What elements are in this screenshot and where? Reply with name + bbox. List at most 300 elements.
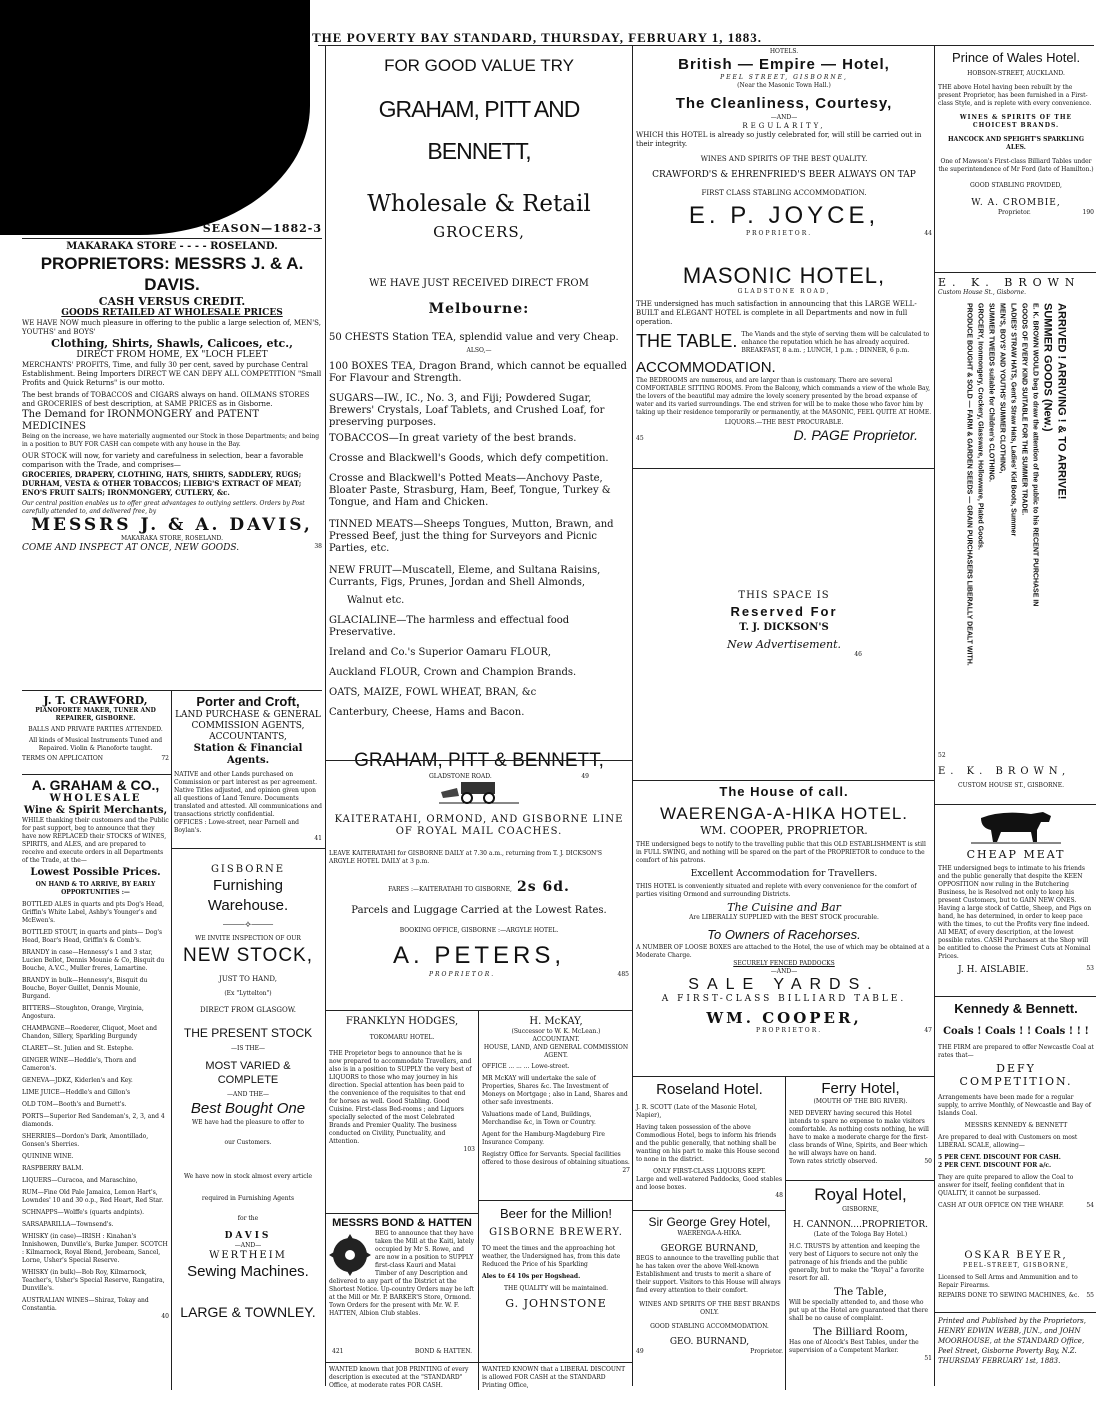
most-varied: MOST VARIED & COMPLETE [205, 1060, 291, 1086]
hotels-header: HOTELS. [769, 48, 799, 55]
ad-number: 47 [924, 1027, 932, 1034]
coach-illustration [439, 778, 519, 804]
grey-sig: GEO. BURNAND, [669, 1337, 750, 1347]
column-rule [325, 46, 326, 1386]
list-item: LIME JUICE—Heddle's and Gillon's [22, 1089, 131, 1096]
ad-number: 485 [617, 971, 629, 978]
direct: DIRECT FROM HOME, EX "LOCH FLEET [76, 350, 268, 360]
coach-title: KAITERATAHI, ORMOND, AND GISBORNE LINE OF ROYAL MAIL COACHES. [334, 814, 624, 837]
wanted-2: WANTED KNOWN that a LIBERAL DISCOUNT is allowed FOR CASH at the STANDARD Printing Office, [482, 1366, 626, 1389]
bond-hatten-ad [329, 1216, 475, 1346]
excellent: Excellent Accommodation for Travellers. [690, 869, 878, 879]
roseland-ad [636, 1080, 783, 1208]
item: OATS, MAIZE, FOWL WHEAT, BRAN, &c [329, 687, 537, 698]
wanted-1: WANTED known that JOB PRINTING of every description is executed at the "STANDARD" Office, at moderate rates FOR CASH. [329, 1366, 469, 1389]
davis: DAVIS [224, 1231, 272, 1241]
royal-body: H.C. TRUSTS by attention and keeping the very best of Liquors to secure not only the patronage of his friends and the public generally, but to make the "Royal" a favorite resort for all. [789, 1243, 925, 1282]
royal-ad [789, 1184, 932, 1390]
wertheim: WERTHEIM [209, 1250, 287, 1261]
roseland-body: Having taken possession of the above Commodious Hotel, begs to inform his friends and the public generally, that nothing shall be wanting on his part to make this House second to none in the district. [636, 1124, 780, 1163]
reserved-l4: New Advertisement. [726, 638, 842, 651]
successor: (Successor to W. K. McLean.) [511, 1028, 601, 1035]
is-the: —IS THE— [230, 1045, 265, 1052]
ferry-name: Ferry Hotel, [821, 1080, 900, 1097]
deal: Are prepared to deal with Customers on most LIBERAL SCALE, allowing— [938, 1134, 1078, 1149]
firm-name: GRAHAM, PITT AND BENNETT, [378, 96, 580, 164]
body-text: OUR STOCK will now, for variety and carefulness in selection, bear a favorable comparison with the Trade, and comprises— [22, 452, 304, 469]
office: OFFICE ... ... ... Lowe-street. [482, 1063, 570, 1070]
bond-sig: BOND & HATTEN. [414, 1348, 472, 1355]
liberal: Are LIBERALLY SUPPLIED with the BEST STOCK procurable. [689, 914, 879, 921]
reserved-l2: Reserved For [730, 604, 838, 619]
crawford-parties: BALLS AND PRIVATE PARTIES ATTENDED. [28, 726, 163, 733]
be-street: PEEL STREET, GISBORNE, [720, 74, 848, 81]
ad-number: 103 [463, 1146, 475, 1153]
crawford-name: J. T. CRAWFORD, [43, 694, 148, 707]
porter-body: NATIVE and other Lands purchased on Commission or part interest as per agreement. Native Titles adjusted, and opinion given upon all questions of Land Tenure. Documents translated and attested. All communications and transactions strictly confidential. [174, 771, 322, 818]
kennedy-title: Kennedy & Bennett. [954, 1001, 1078, 1016]
parcels: Parcels and Luggage Carried at the Lowest Rates. [351, 905, 607, 916]
ad-number: 54 [1086, 1202, 1094, 1209]
rule [22, 690, 322, 691]
terms: Town rates strictly observed. [789, 1158, 878, 1165]
scott: J. R. SCOTT (Late of the Masonic Hotel, Napier), [636, 1104, 758, 1119]
item: Crosse and Blackwell's Potted Meats—Anchovy Paste, Bloater Paste, Strasburg, Ham, Beef, Tongue, Turkey & Tongue, and Ham and Chicken. [329, 473, 611, 508]
on-hand: ON HAND & TO ARRIVE, BY EARLY OPPORTUNITIES :— [35, 881, 156, 896]
grey-stab: GOOD STABLING ACCOMMODATION. [650, 1323, 769, 1330]
ex-ship: (Ex "Lyttelton") [224, 990, 272, 997]
makaraka-ad [22, 222, 322, 557]
reserved-l1: THIS SPACE IS [738, 590, 830, 601]
best-bought: Best Bought One [190, 1100, 306, 1117]
vertical-line: PRODUCE BOUGHT & SOLD — FARM & GARDEN SEEDS — GRAIN PURCHASERS LIBERALLY DEALT WITH. [965, 303, 973, 666]
rule [934, 996, 1096, 997]
kennedy-body: THE FIRM are prepared to offer Newcastle Coal at rates that— [938, 1044, 1094, 1059]
stabling: GOOD STABLING PROVIDED, [970, 182, 1062, 189]
list-item: CHAMPAGNE—Roederer, Cliquot, Moet and Chandon, Sillery, Sparkling Burgundy [22, 1025, 157, 1040]
reserved-ad [636, 590, 932, 690]
masonic-intro: THE undersigned has much satisfaction in announcing that this LARGE WELL-BUILT and ELEGANT HOTEL is complete in all Departments and now in full operation. [636, 300, 917, 326]
item: TINNED MEATS—Sheeps Tongues, Mutton, Brawn, and Pressed Beef, just the thing for Surveyors and Picnic Parties, etc. [329, 519, 614, 554]
sewing-machines: Sewing Machines. [187, 1263, 309, 1280]
crawford-trade: PIANOFORTE MAKER, TUNER AND REPAIRER, GISBORNE. [35, 707, 156, 722]
ad-number: 38 [314, 543, 322, 550]
list-item: WHISKY (in case)—IRISH : Kinahan's Innishowen, Dunville's, Burke Jumper. SCOTCH : Kilmarnock, Royal Blend, Jerobeam, Sancel, Lorne, Usher's Special Reserve. [22, 1233, 168, 1264]
list-item: LIQUERS—Curacoa, and Maraschino, [22, 1177, 138, 1184]
list-item: GENEVA—JDKZ, Kiderlen's and Key. [22, 1077, 133, 1084]
item: SUGARS—IW., IC., No. 3, and Fiji; Powdered Sugar, Brewers' Crystals, Loaf Tablets, and Crushed Loaf, for preserving purposes. [329, 393, 605, 428]
ad-number: 51 [924, 1355, 932, 1362]
list-item: RASPBERRY BALM. [22, 1165, 84, 1172]
list-item: SCHNAPPS—Wolffe's (quarts andpints). [22, 1209, 144, 1216]
vertical-line: GOODS OF EVERY KIND SUITABLE FOR THE SUMMER TRADE. [1020, 303, 1028, 516]
rule [22, 774, 171, 775]
proprietor: PROPRIETOR. [756, 1027, 823, 1034]
invite: WE INVITE INSPECTION OF OUR [195, 935, 301, 942]
mckay-ad [482, 1016, 630, 1196]
discount-2: 2 PER CENT. DISCOUNT FOR a/c. [938, 1162, 1052, 1169]
beyer-name: OSKAR BEYER, [964, 1250, 1068, 1261]
acc-text: The BEDROOMS are numerous, and are larger than is customary. There are several COMFORTABLE SITTING ROOMS. From the Balcony, which commands a view of the whole Bay, the lovers of the beautiful may admire the lovely scenery presented by the broad expanse of water and its varied surroundings. The end striven for will be to make those who favor him by taking up their residence temporarily or permanently, at the MASONIC, FEEL QUITE AT HOME. [636, 377, 932, 416]
defy: DEFY COMPETITION. [959, 1062, 1073, 1088]
ad-number: 421 [332, 1348, 344, 1355]
table-text: Will be specially attended to, and those who put up at the Hotel are guaranteed that there shall be no cause of complaint. [789, 1299, 929, 1322]
stabling: FIRST CLASS STABLING ACCOMMODATION. [701, 189, 867, 197]
clothing: Clothing, Shirts, Shawls, Calicoes, etc., [51, 337, 293, 350]
registry: Registry Office for Servants. Special facilities offered to those desirous of obtaining situations. [482, 1151, 630, 1166]
porter-office: OFFICES : Lowe-street, near Parnell and Boylan's. [174, 819, 299, 834]
brown-addr2: CUSTOM HOUSE ST., GISBORNE. [958, 782, 1065, 789]
store-line: MAKARAKA STORE, ROSELAND. [120, 535, 224, 542]
vertical-line: GROCERY, Ironmongery, Crockery, Glassware, Hollowware, Plated Goods. [976, 303, 984, 550]
proprietor: PROPRIETOR. [429, 971, 496, 978]
royal-town: GISBORNE, [842, 1206, 879, 1213]
proprietor: Proprietor. [998, 209, 1031, 216]
rule [478, 1362, 632, 1363]
leave: LEAVE KAITERATAHI for GISBORNE DAILY at 7.30 a.m., returning from T. J. DICKSON'S ARGYLE HOTEL DAILY at 3 p.m. [329, 850, 603, 865]
masonic-ad [636, 264, 932, 464]
liquors: LIQUORS.—THE BEST PROCURABLE. [724, 419, 844, 426]
new-stock: NEW STOCK, [183, 945, 313, 966]
grey-wines: WINES AND SPIRITS OF THE BEST BRANDS ONLY. [639, 1301, 780, 1316]
grocers-sig: GRAHAM, PITT & BENNETT, [354, 750, 604, 771]
roseland-name: Roseland Hotel. [656, 1081, 763, 1098]
season: SEASON—1882-3 [202, 222, 322, 235]
wholesale-retail: Wholesale & Retail [367, 191, 591, 217]
arrangements: Arrangements have been made for a regular supply, to arrive Monthly, of Newcastle and Bay of Islands Coal. [938, 1094, 1091, 1117]
item: 100 BOXES TEA, Dragon Brand, which cannot be equalled For Flavour and Strength. [329, 361, 627, 384]
rule [632, 1210, 785, 1211]
rule [22, 238, 322, 239]
town: GISBORNE [210, 864, 286, 875]
vertical-line: E. K. BROWN WOULD beg to draw the attention of the public to his RECENT PURCHASE IN [1031, 303, 1039, 607]
proprietors: PROPRIETORS: MESSRS J. & A. DAVIS. [40, 254, 304, 294]
waerenga-name: WAERENGA-A-HIKA HOTEL. [659, 804, 909, 823]
be-near: (Near the Masonic Town Hall.) [737, 82, 831, 89]
body-text: Our central position enables us to offer great advantages to outlying settlers. Orders by Post carefully attended to, and delivered free, by [22, 500, 305, 515]
list-item: WHISKY (in bulk)—Bob Roy, Kilmarnock, Teacher's, Usher's Special Reserve, Rangatira, Dunville's. [22, 1269, 165, 1292]
list-item: SARSAPARILLA—Townsend's. [22, 1221, 114, 1228]
wales-ad [938, 50, 1094, 270]
british-empire-ad [636, 48, 932, 263]
body-text: The best brands of TOBACCOS and CIGARS always on hand. OILMANS STORES and GROCERIES of best description, at SAME PRICES as in Gisborne. [22, 391, 310, 408]
rule [325, 1213, 478, 1214]
and: —AND— [234, 1242, 262, 1249]
item: Crosse and Blackwell's Goods, which defy competition. [329, 453, 609, 464]
wine-spirit: Wine & Spirit Merchants, [23, 805, 168, 816]
repairs: REPAIRS DONE TO SEWING MACHINES, &c. [938, 1292, 1080, 1299]
rule [632, 1076, 934, 1077]
accountant: ACCOUNTANT. [532, 1036, 580, 1043]
item: Auckland FLOUR, Crown and Champion Brands. [329, 667, 577, 678]
vertical-line: ARRIVED ! ARRIVING ! & TO ARRIVE! [1055, 303, 1068, 500]
meat-body: THE undersigned begs to intimate to his friends and the public generally that despite the KEEN OPPOSITION now ruling in the Butchering Business, he is Resolved not only to keep his present Customers, but to GAIN NEW ONES. Having a large stock of Cattle, Sheep, and Pigs on hand, he has determined, in order to keep pace with the times, to cut the Profits very fine indeed. All MEAT, of every description, at the lowest possible rates. CASH Purchasers at the Shop will be entitled to choose the Primest Cuts at Nominal Prices. [938, 865, 1092, 960]
ales: Ales to £4 10s per Hogshead. [482, 1273, 581, 1280]
list-item: BOTTLED ALES in quarts and pts Dog's Head, Griffin's White Label, Ashby's Younger's and McEwen's. [22, 901, 165, 924]
grocers-title: GROCERS, [433, 223, 525, 241]
list-item: BOTTLED STOUT, in quarts and pints— Dog's Head, Boar's Head, Griffin's & Comb's. [22, 929, 163, 944]
brown-bottom: E. K. BROWN, [938, 766, 1071, 777]
gladstone: GLADSTONE ROAD. [429, 773, 492, 780]
grey-body: BEGS to announce to the travelling public that he has taken over the above Well-known Establishment and trusts to merit a share of their support. Visitors to this House will always find every attention to their comfort. [636, 1255, 781, 1294]
grey-name: Sir George Grey Hotel, [648, 1215, 771, 1229]
melbourne: Melbourne: [428, 301, 530, 317]
list-item: CLARET—St. Julien and St. Estephe. [22, 1045, 134, 1052]
rule [785, 1180, 934, 1181]
ad-number: 46 [854, 651, 862, 658]
list-item: RUM—Fine Old Pale Jamaica, Lemon Hart's, Lowndes' 10 and 30 o.p., Red Heart, Red Star. [22, 1189, 164, 1204]
page-sig: D. PAGE Proprietor. [793, 427, 918, 443]
hodges-name: FRANKLYN HODGES, [345, 1016, 459, 1027]
quality: They are quite prepared to allow the Coal to answer for itself, feeling confident that in QUALITY, it cannot be surpassed. [938, 1174, 1074, 1197]
beer-ad [482, 1205, 630, 1355]
cleanliness: The Cleanliness, Courtesy, [675, 95, 893, 112]
grocers-ad [329, 56, 629, 780]
late: (Late of the Tologa Bay Hotel.) [813, 1231, 908, 1238]
ad-number: 53 [1086, 965, 1094, 972]
royal-name: Royal Hotel, [814, 1185, 907, 1204]
store-name: MAKARAKA STORE - - - - ROSELAND. [66, 241, 278, 252]
ad-number: 27 [622, 1167, 630, 1174]
item: Ireland and Co.'s Superior Oamaru FLOUR, [329, 647, 552, 658]
beyer-body: Licensed to Sell Arms and Ammunition and to Repair Firearms. [938, 1274, 1078, 1289]
item-list [22, 901, 169, 1313]
brewery: GISBORNE BREWERY. [489, 1227, 623, 1238]
fares: FARES :—KAITERATAHI TO GISBORNE, [388, 886, 512, 893]
liquors: ONLY FIRST-CLASS LIQUORS KEPT. [653, 1168, 766, 1175]
body-text: Being on the increase, we have materially augmented our Stock in those Departments; and being in a position to BUY FOR CASH can compete with any house in the Bay. [22, 433, 320, 448]
large-townley: LARGE & TOWNLEY. [180, 1304, 316, 1320]
accommodation: ACCOMMODATION. [636, 359, 776, 376]
ad-number: 55 [1086, 1292, 1094, 1299]
wholesale: WHOLESALE [49, 793, 142, 804]
list-item: OLD TOM—Booth's and Burnett's. [22, 1101, 127, 1108]
cannon: H. CANNON....PROPRIETOR. [792, 1220, 928, 1230]
stock-line: We have now in stock almost every article [183, 1173, 313, 1180]
terms: TERMS ON APPLICATION [22, 755, 104, 762]
proprietor: PROPRIETOR. [746, 230, 813, 237]
crawford-body: All kinds of Musical Instruments Tuned and Repaired. Violin & Pianoforte taught. [28, 737, 163, 752]
mckay-name: H. McKAY, [529, 1016, 583, 1027]
porter-name: Porter and Croft, [196, 694, 300, 709]
ferry-body: NED DEVERY having secured this Hotel intends to spare no expense to make visitors comfortable. As nothing costs nothing, he will have to make a moderate charge for the first-class brands of Wine, Spirits, and Beer which he will always have on hand. [789, 1110, 929, 1157]
lowest: Lowest Possible Prices. [30, 867, 161, 878]
demand: The Demand for IRONMONGERY and PATENT MEDICINES [22, 409, 260, 432]
billiard-room: The Billiard Room, [813, 1327, 908, 1338]
ad-number: 49 [581, 773, 589, 780]
waerenga-ad [636, 784, 932, 1064]
brown-ad [938, 276, 1094, 801]
received: WE HAVE JUST RECEIVED DIRECT FROM [369, 278, 589, 289]
agent-for: Agent for the Hamburg-Magdeburg Fire Insurance Company. [482, 1131, 605, 1146]
ad-number: 45 [636, 435, 644, 442]
ink-blot [0, 0, 310, 235]
cooper-sig: WM. COOPER, [706, 1009, 862, 1027]
and: —AND— [770, 968, 798, 975]
beyer-ad [938, 1250, 1094, 1310]
cash-credit: CASH VERSUS CREDIT. [98, 295, 246, 308]
wholesale-prices: GOODS RETAILED AT WHOLESALE PRICES [61, 308, 283, 318]
intro: WHILE thanking their customers and the Public for past support, beg to announce that they have now REPLACED their STOCKS of WINES, SPIRITS, and ALES, and are prepared to receive and execute orders in all Departments of the Trade, at the— [22, 817, 169, 864]
regularity: REGULARITY, [742, 122, 826, 130]
be-name: British — Empire — Hotel, [678, 56, 890, 73]
kennedy-ad [938, 1000, 1094, 1242]
quality: THE QUALITY will be maintained. [503, 1285, 609, 1292]
rule [934, 1312, 1096, 1313]
masonic-name: MASONIC HOTEL, [682, 263, 886, 288]
cooper: WM. COOPER, PROPRIETOR. [700, 824, 868, 837]
list-item: AUSTRALIAN WINES—Shiraz, Tokay and Constantia. [22, 1297, 149, 1312]
masthead-rule [318, 45, 1094, 46]
rule [171, 690, 172, 1390]
come-inspect: COME AND INSPECT AT ONCE, NEW GOODS. [22, 543, 240, 553]
body-text: MERCHANTS' PROFITS, Time, and fully 30 per cent, saved by purchase Central Establishment. Being Importers DIRECT WE CAN DEFY ALL COMPETITION "Small Profits and Quick Returns" is our motto. [22, 361, 322, 387]
column-rule [934, 46, 935, 1386]
item: 50 CHESTS Station TEA, splendid value and very Cheap. [329, 332, 619, 343]
list-item: BRANDY in case—Hennessy's 1 and 3 star, Lucien Bellot, Dennis Mounie & Co, Bisquit du Bouche, A.V.C., Muller freres, Lamartine. [22, 949, 165, 972]
wines: WINES AND SPIRITS OF THE BEST QUALITY. [700, 155, 868, 163]
imprint: Printed and Published by the Proprietors, HENRY EDWIN WEBB, JUN., and JOHN MOORHOUSE, at the STANDARD Office, Peel Street, Gisborne Poverty Bay, N.Z. THURSDAY FEBRUARY 1st, 1883. [938, 1317, 1086, 1365]
masonic-road: GLADSTONE ROAD, [737, 288, 831, 295]
body-text: GROCERIES, DRAPERY, CLOTHING, HATS, SHIRTS, SADDLERY, RUGS; DURHAM, VESTA & OTHER TOBACCOS; LIEBIG'S EXTRACT OF MEAT; ENO'S FRUIT SALTS; IRONMONGERY, CUTLERY, &c. [22, 470, 302, 497]
stables: Large and well-watered Paddocks, Good stables and loose boxes. [636, 1176, 783, 1191]
price: 2s 6d. [517, 879, 570, 895]
graham-co-ad [22, 777, 169, 1389]
customers: our Customers. [224, 1139, 272, 1146]
brown-top: E. K. BROWN [938, 276, 1081, 289]
peters: A. PETERS, [392, 942, 566, 969]
proprietor: Proprietor. [750, 1348, 783, 1355]
rule [171, 848, 325, 849]
reserved-l3: T. J. DICKSON'S [739, 622, 829, 633]
ad-number: 52 [938, 752, 946, 759]
ferry-ad [789, 1080, 932, 1178]
good-value: FOR GOOD VALUE TRY [384, 56, 574, 75]
rule [325, 760, 632, 761]
discount-5: 5 PER CENT. DISCOUNT FOR CASH. [938, 1154, 1061, 1161]
masthead: THE POVERTY BAY STANDARD, THURSDAY, FEBRUARY 1, 1883. [312, 30, 762, 45]
item: TOBACCOS—In great variety of the best brands. [329, 433, 577, 444]
rule [632, 780, 934, 781]
graham-co-name: A. GRAHAM & CO., [31, 777, 160, 793]
list-item: GINGER WINE—Heddle's, Thorn and Cameron's. [22, 1057, 137, 1072]
body-text: WE HAVE NOW much pleasure in offering to the public a large selection of, MEN'S, YOUTHS' and BOYS' [22, 319, 321, 336]
saw-blade-icon [329, 1234, 371, 1276]
rule [934, 804, 1096, 805]
tokomaru: TOKOMARU HOTEL. [369, 1034, 435, 1041]
ad-number: 50 [924, 1158, 932, 1165]
list-item: BITTERS—Stoughton, Orange, Virginia, Angostura. [22, 1005, 144, 1020]
flourish: ⸻⟡⸻ [222, 920, 274, 930]
joyce: E. P. JOYCE, [688, 202, 880, 229]
list-item: PORTS—Superior Red Sandeman's, 2, 3, and 4 diamonds. [22, 1113, 165, 1128]
waerenga-intro: THE undersigned begs to notify to the travelling public that this OLD ESTABLISHMENT is still in FULL SWING, and nothing will be spared on the part of the PROPRIETOR to conduce to the comfort of his patrons. [636, 841, 926, 864]
and-the: —AND THE— [227, 1091, 269, 1098]
required: required in Furnishing Agents [201, 1195, 295, 1202]
bond-body: BEG to announce that they have taken the Mill at the Kaiti, lately occupied by Mr S. Rowe, and are now in a position to SUPPLY first-class Kauri and Matai Timber of any Description and delivered to any part of the District at the Shortest Notice. Up-country Orders may be left at the Mill or Mr. P. BARKER'S Store, Ormond. Town Orders for the present with Mr. W. F. HATTEN, Albion Club stables. [329, 1230, 475, 1317]
firm: MESSRS KENNEDY & BENNETT [964, 1122, 1068, 1129]
mckay-body: MR McKAY will undertake the sale of Properties, Shares &c. The Investment of Moneys on Mortgage ; also in Land, Shares and other safe investments. [482, 1075, 628, 1106]
ad-number: 41 [314, 835, 322, 842]
aislabie: J. H. AISLABIE. [958, 965, 1029, 975]
meat-ad [938, 808, 1094, 988]
had: WE have had the pleasure to offer to [192, 1119, 304, 1126]
wales-street: HOBSON-STREET, AUCKLAND. [967, 70, 1065, 77]
brown-addr: Custom House St., Gisborne. [938, 289, 1027, 296]
crawford-ad [22, 694, 169, 772]
ad-number: 44 [924, 230, 932, 237]
crombie: W. A. CROMBIE, [971, 198, 1061, 208]
hancock: HANCOCK AND SPEIGHT'S SPARKLING ALES. [948, 136, 1084, 151]
list-item: QUININE WINE. [22, 1153, 74, 1160]
billiard: A FIRST-CLASS BILLIARD TABLE. [661, 994, 907, 1004]
grey-ad [636, 1214, 783, 1390]
list-item: SHERRIES—Dordon's Dark, Amontillado, Gonsen's Sherries. [22, 1133, 149, 1148]
booking: BOOKING OFFICE, GISBORNE :—ARGYLE HOTEL. [399, 927, 559, 934]
vertical-line: SUMMER TWEEDS suitable for Children's CLOTHING. [987, 303, 995, 483]
cuisine: The Cuisine and Bar [727, 901, 841, 914]
wales-body: THE above Hotel having been rebuilt by the present Proprietor, has been furnished in a First-class Style, and is replete with every convenience. [938, 84, 1092, 107]
which: WHICH this HOTEL is already so justly celebrated for, will still be carried out in their integrity. [636, 131, 922, 148]
column-rule [632, 46, 633, 1386]
porter-croft-ad [174, 694, 322, 846]
just-hand: JUST TO HAND, [219, 975, 277, 983]
valuations: Valuations made of Land, Buildings, Merchandise &c, in Town or Country. [482, 1111, 596, 1126]
coals: Coals ! Coals ! ! Coals ! ! ! [943, 1026, 1089, 1037]
wales-wines: WINES & SPIRITS OF THE CHOICEST BRANDS. [959, 114, 1073, 129]
coach-ad [329, 768, 629, 1008]
beyer-street: PEEL-STREET, GISBORNE, [963, 1262, 1069, 1269]
hodges-body: THE Proprietor begs to announce that he is now prepared to accommodate Travellers, and also is in a position to SUPPLY the very best of LIQUORS to those who may journey in his direction. Special attention has been paid to the convenience of the requisites to that end for horses as well. Good Stabling. Good Cuisine. First-class Bed-rooms ; and Liquors specially selected of the most Celebrated Brands and Premier Quality. The business conducted on Civility, Punctuality, and Attention. [329, 1050, 472, 1145]
beer-body: TO meet the times and the approaching hot weather, the Undersigned has, from this date Reduced the Price of his Sparkling [482, 1245, 621, 1268]
rule [478, 1200, 632, 1201]
and: —AND— [770, 114, 798, 121]
wales-name: Prince of Wales Hotel. [951, 50, 1081, 65]
present-stock: THE PRESENT STOCK [183, 1026, 313, 1040]
signature: MESSRS J. & A. DAVIS, [31, 515, 313, 535]
rule [934, 272, 1096, 273]
rule [325, 1362, 478, 1363]
beer-title: Beer for the Million! [500, 1206, 612, 1221]
table-text: The Viands and the style of serving them will be calculated to enhance the reputation which he has already acquired. BREAKFAST, 8 a.m. ; LUNCH, 1 p.m. ; DINNER, 6 p.m. [741, 331, 930, 354]
furnishing-ad [174, 852, 322, 1387]
ad-number: 72 [161, 755, 169, 762]
rule [785, 1076, 786, 1390]
item: Walnut etc. [347, 595, 405, 606]
vertical-line: LADIES' STRAW HATS, Gent's Straw Hats, Ladies' Kid Boots, Summer [1009, 303, 1017, 537]
crawfords: CRAWFORD'S & EHRENFRIED'S BEER ALWAYS ON TAP [652, 170, 916, 180]
porter-l1: LAND PURCHASE & GENERAL COMMISSION AGENTS, ACCOUNTANTS, [175, 710, 321, 742]
porter-l2: Station & Financial Agents. [193, 743, 303, 766]
item: Canterbury, Cheese, Hams and Bacon. [329, 707, 525, 718]
item: NEW FRUIT—Muscatell, Eleme, and Sultana Raisins, Currants, Figs, Prunes, Jordan and Shell Almonds, [329, 565, 601, 588]
rule [632, 468, 934, 469]
vertical-line: MEN'S, BOYS' AND YOUTHS' SUMMER CLOTHING, [998, 303, 1006, 474]
furnishing-title: Furnishing Warehouse. [207, 877, 289, 914]
sale-yards: SALE YARDS. [688, 976, 880, 993]
billiards: One of Mawson's First-class Billiard Tables under the superintendence of Mr Ford (late of Hamilton.) [938, 158, 1094, 173]
list-item: BRANDY in bulk—Hennessy's, Bisquit du Bouche, Boyer Guillet, Dennis Mounie, Burgand. [22, 977, 148, 1000]
ad-number: 40 [161, 1313, 169, 1320]
vertical-columns [938, 298, 1094, 748]
loose-boxes: A NUMBER OF LOOSE BOXES are attached to the Hotel, the use of which may be obtained at a Moderate Charge. [636, 944, 930, 959]
direct: DIRECT FROM GLASGOW. [200, 1006, 296, 1014]
ad-number: 190 [1082, 209, 1094, 216]
hodges-ad [329, 1016, 475, 1211]
item: GLACIALINE—The harmless and effectual food Preservative. [329, 615, 570, 638]
for-the: for the [237, 1215, 259, 1222]
cash-office: CASH AT OUR OFFICE ON THE WHARF. [938, 1202, 1064, 1209]
